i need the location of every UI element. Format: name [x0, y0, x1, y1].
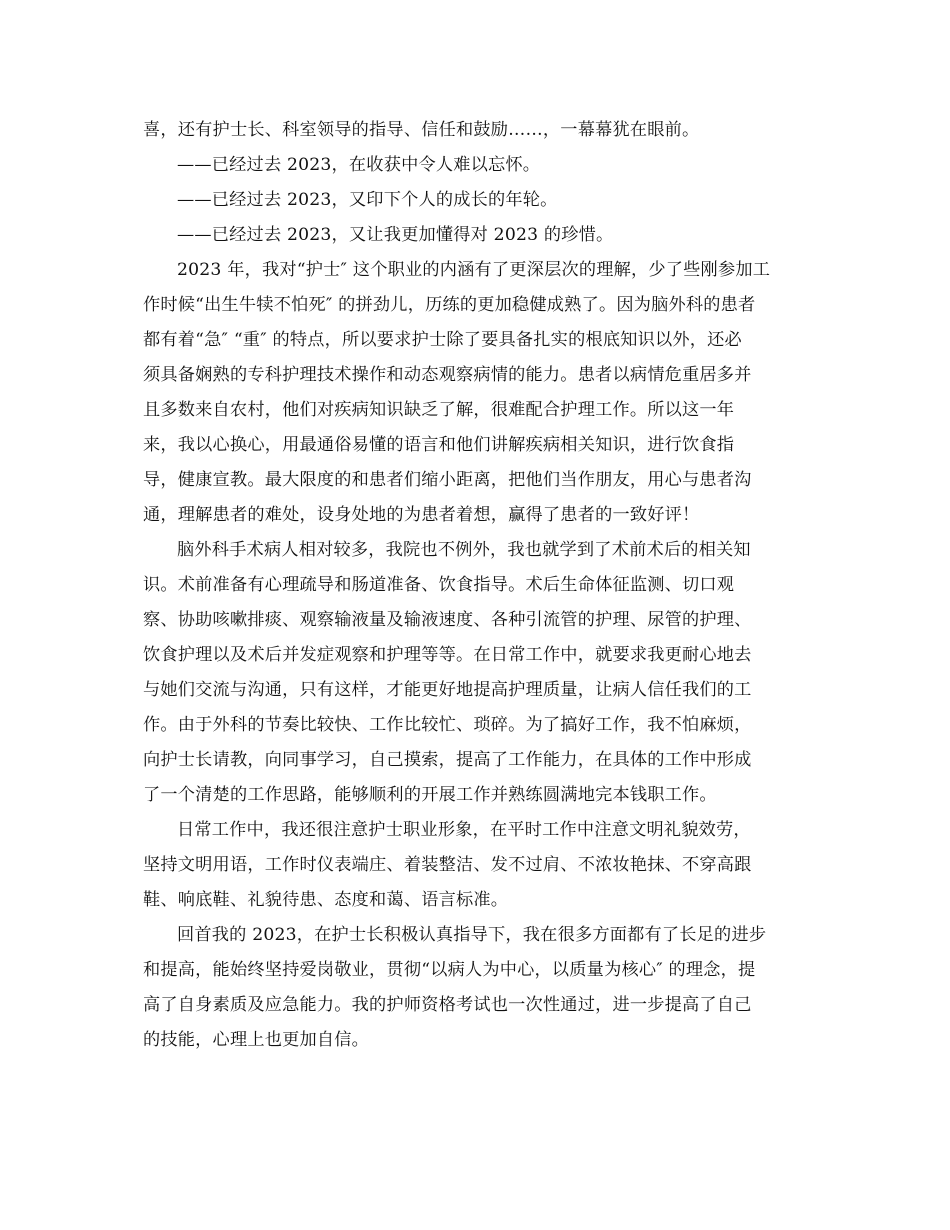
text-line: ——已经过去 2023，又让我更加懂得对 2023 的珍惜。 — [177, 225, 614, 245]
text-line: 了一个清楚的工作思路，能够顺利的开展工作并熟练圆满地完本钱职工作。 — [143, 785, 717, 805]
text-line: ——已经过去 2023，在收获中令人难以忘怀。 — [177, 155, 541, 175]
text-line: 察、协助咳嗽排痰、观察输液量及输液速度、各种引流管的护理、尿管的护理、 — [143, 610, 752, 630]
text-line: 喜，还有护士长、科室领导的指导、信任和鼓励……，一幕幕犹在眼前。 — [143, 120, 700, 140]
text-line: 鞋、响底鞋、礼貌待患、态度和蔼、语言标准。 — [143, 890, 509, 910]
text-line: 回首我的 2023，在护士长积极认真指导下，我在很多方面都有了长足的进步 — [177, 925, 767, 945]
text-line: 且多数来自农村，他们对疾病知识缺乏了解，很难配合护理工作。所以这一年 — [143, 400, 735, 420]
text-line: 来，我以心换心，用最通俗易懂的语言和他们讲解疾病相关知识，进行饮食指 — [143, 435, 735, 455]
text-line: 2023 年，我对“护士″ 这个职业的内涵有了更深层次的理解，少了些刚参加工 — [177, 260, 771, 280]
text-line: 脑外科手术病人相对较多，我院也不例外，我也就学到了术前术后的相关知 — [177, 540, 751, 560]
text-line: 坚持文明用语，工作时仪表端庄、着装整洁、发不过肩、不浓妆艳抹、不穿高跟 — [143, 855, 752, 875]
text-line: 的技能，心理上也更加自信。 — [143, 1030, 370, 1050]
text-line: 饮食护理以及术后并发症观察和护理等等。在日常工作中，就要求我更耐心地去 — [143, 645, 752, 665]
text-line: 作。由于外科的节奏比较快、工作比较忙、琐碎。为了搞好工作，我不怕麻烦， — [143, 715, 752, 735]
text-line: 识。术前准备有心理疏导和肠道准备、饮食指导。术后生命体征监测、切口观 — [143, 575, 735, 595]
text-line: 导，健康宣教。最大限度的和患者们缩小距离，把他们当作朋友，用心与患者沟 — [143, 470, 752, 490]
text-line: 通，理解患者的难处，设身处地的为患者着想，赢得了患者的一致好评！ — [143, 505, 700, 525]
text-line: 都有着“急″ “重″ 的特点，所以要求护士除了要具备扎实的根底知识以外，还必 — [143, 330, 742, 350]
text-line: 与她们交流与沟通，只有这样，才能更好地提高护理质量，让病人信任我们的工 — [143, 680, 752, 700]
text-line: 作时候“出生牛犊不怕死″ 的拼劲儿，历练的更加稳健成熟了。因为脑外科的患者 — [143, 295, 756, 315]
text-line: 向护士长请教，向同事学习，自己摸索，提高了工作能力，在具体的工作中形成 — [143, 750, 752, 770]
text-line: 须具备娴熟的专科护理技术操作和动态观察病情的能力。患者以病情危重居多并 — [143, 365, 752, 385]
text-line: 和提高，能始终坚持爱岗敬业，贯彻“以病人为中心，以质量为核心″ 的理念，提 — [143, 960, 756, 980]
text-line: 日常工作中，我还很注意护士职业形象，在平时工作中注意文明礼貌效劳， — [177, 820, 751, 840]
text-line: 高了自身素质及应急能力。我的护师资格考试也一次性通过，进一步提高了自己 — [143, 995, 752, 1015]
document-body — [143, 113, 808, 1058]
text-line: ——已经过去 2023，又印下个人的成长的年轮。 — [177, 190, 558, 210]
